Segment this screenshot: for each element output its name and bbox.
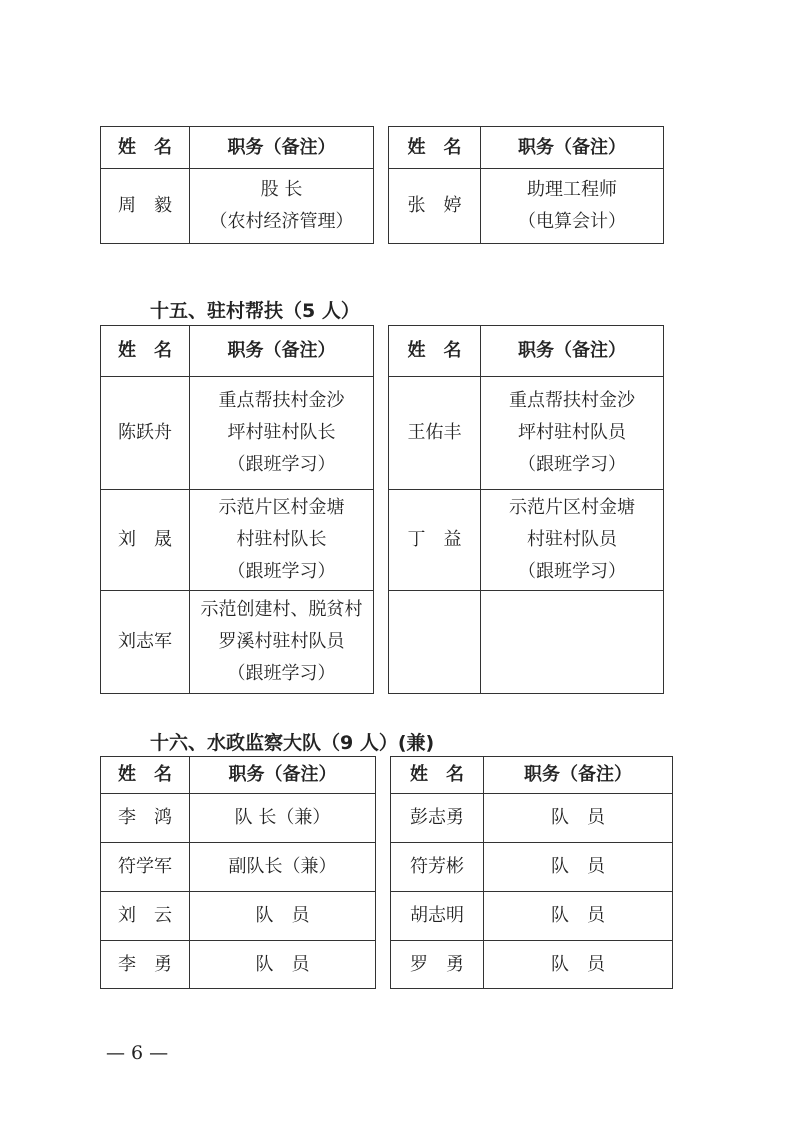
table-row: [391, 892, 673, 941]
person-name: 彭志勇: [391, 794, 484, 843]
person-name: 丁 益: [389, 490, 481, 591]
duty-line: （跟班学习）: [227, 454, 336, 475]
person-name: 胡志明: [391, 892, 484, 941]
duty-line: 队 员: [255, 953, 310, 975]
table-row: [101, 892, 376, 941]
person-name: 周 毅: [101, 169, 190, 244]
duty-line: （农村经济管理）: [209, 211, 354, 232]
person-name: 王佑丰: [389, 377, 481, 490]
column-header-name: 姓 名: [389, 127, 481, 169]
duty-cell: [481, 490, 664, 591]
column-header-name: 姓 名: [101, 757, 190, 794]
table2-left: [100, 325, 374, 694]
section-15-heading: 十五、驻村帮扶（5 人）: [150, 300, 360, 322]
duty-line: 助理工程师: [527, 179, 617, 200]
header-row: [101, 127, 374, 169]
table-row: [389, 169, 664, 244]
duty-line: 队 员: [551, 905, 605, 926]
person-name: 李 鸿: [101, 794, 190, 843]
column-header-duty: 职务（备注）: [481, 326, 664, 377]
duty-cell: [190, 892, 376, 941]
duty-cell: [190, 591, 374, 694]
table1-left: [100, 126, 374, 244]
person-name: 罗 勇: [391, 941, 484, 989]
column-header-duty: 职务（备注）: [190, 757, 376, 794]
duty-line: （跟班学习）: [518, 561, 626, 582]
table-row: [101, 591, 374, 694]
column-header-duty: 职务（备注）: [190, 326, 374, 377]
duty-line: 坪村驻村队员: [518, 422, 626, 443]
duty-line: 队 员: [255, 905, 310, 926]
column-header-duty: 职务（备注）: [481, 127, 664, 169]
duty-line: （电算会计）: [518, 211, 626, 232]
person-name: [389, 591, 481, 694]
table-row: [101, 169, 374, 244]
duty-cell: [190, 169, 374, 244]
duty-cell: [481, 169, 664, 244]
duty-line: 队 员: [551, 807, 605, 828]
table-row: [391, 794, 673, 843]
duty-line: 重点帮扶村金沙: [509, 390, 635, 411]
person-name: 符学军: [101, 843, 190, 892]
person-name: 张 婷: [389, 169, 481, 244]
duty-line: （跟班学习）: [227, 561, 336, 582]
duty-line: 队 员: [551, 953, 605, 975]
duty-line: （跟班学习）: [227, 663, 336, 684]
person-name: 符芳彬: [391, 843, 484, 892]
person-name: 刘 晟: [101, 490, 190, 591]
table-row: [389, 490, 664, 591]
duty-line: 示范创建村、脱贫村: [200, 599, 363, 620]
table-row: [389, 591, 664, 694]
table3-left: [100, 756, 376, 989]
table-row: [389, 377, 664, 490]
person-name: 陈跃舟: [101, 377, 190, 490]
duty-cell: [190, 941, 376, 989]
section-16-heading: 十六、水政监察大队（9 人）(兼): [150, 732, 435, 754]
header-row: [389, 127, 664, 169]
table-row: [101, 377, 374, 490]
person-name: 刘志军: [101, 591, 190, 694]
duty-cell: [190, 490, 374, 591]
page-number: — 6 —: [106, 1042, 169, 1064]
table-row: [101, 794, 376, 843]
duty-line: 罗溪村驻村队员: [218, 631, 345, 652]
duty-line: 股 长: [260, 179, 303, 200]
header-row: [389, 326, 664, 377]
duty-cell: [481, 377, 664, 490]
header-row: [101, 326, 374, 377]
duty-cell: [481, 591, 664, 694]
column-header-name: 姓 名: [101, 127, 190, 169]
table-row: [101, 941, 376, 989]
person-name: 李 勇: [101, 941, 190, 989]
duty-line: 副队长（兼）: [228, 856, 337, 877]
column-header-duty: 职务（备注）: [190, 127, 374, 169]
table-row: [391, 843, 673, 892]
duty-line: 重点帮扶村金沙: [218, 390, 345, 411]
duty-cell: [190, 377, 374, 490]
duty-cell: [484, 941, 673, 989]
table-row: [391, 941, 673, 989]
duty-line: 坪村驻村队长: [227, 422, 336, 443]
table-row: [101, 843, 376, 892]
duty-line: 示范片区村金塘: [218, 497, 345, 518]
table3-right: [390, 756, 673, 989]
table2-right: [388, 325, 664, 694]
column-header-name: 姓 名: [101, 326, 190, 377]
duty-line: 示范片区村金塘: [509, 497, 635, 518]
table-row: [101, 490, 374, 591]
duty-line: （跟班学习）: [518, 454, 626, 475]
duty-line: 队 员: [551, 856, 605, 877]
duty-cell: [190, 843, 376, 892]
duty-cell: [484, 843, 673, 892]
duty-line: 队 长（兼）: [234, 807, 331, 828]
duty-line: 村驻村队长: [236, 529, 327, 550]
duty-cell: [484, 892, 673, 941]
duty-line: 村驻村队员: [527, 529, 617, 550]
header-row: [101, 757, 376, 794]
column-header-name: 姓 名: [391, 757, 484, 794]
duty-cell: [190, 794, 376, 843]
person-name: 刘 云: [101, 892, 190, 941]
column-header-name: 姓 名: [389, 326, 481, 377]
table1-right: [388, 126, 664, 244]
column-header-duty: 职务（备注）: [484, 757, 673, 794]
header-row: [391, 757, 673, 794]
duty-cell: [484, 794, 673, 843]
